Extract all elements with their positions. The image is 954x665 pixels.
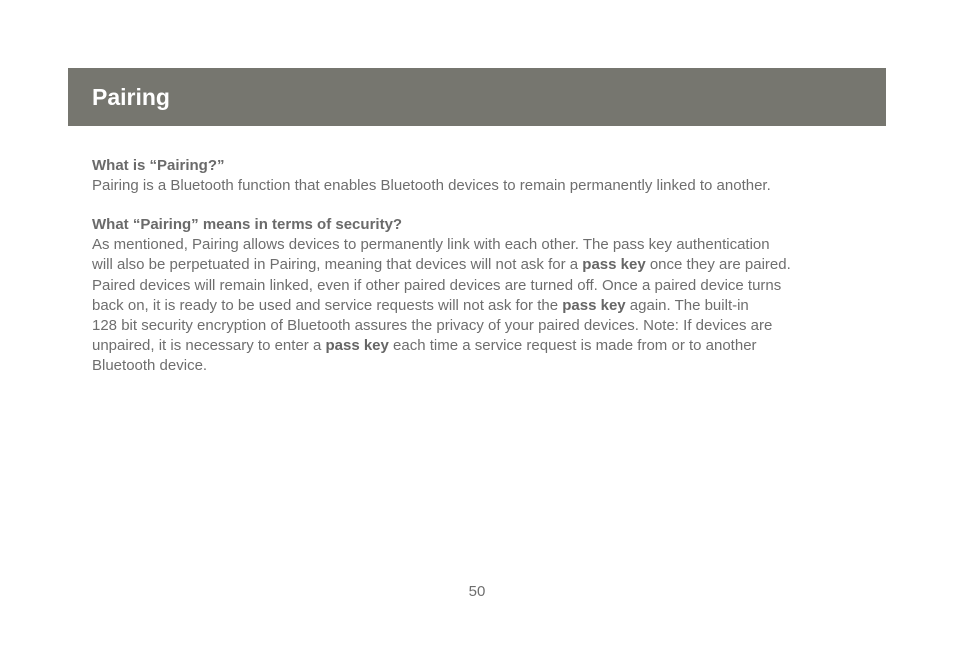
paragraph-line bbox=[92, 316, 882, 336]
paragraph-line bbox=[92, 356, 882, 376]
section-paragraph bbox=[92, 235, 882, 376]
section-pairing-security bbox=[92, 215, 882, 376]
emphasized-term: pass key bbox=[562, 296, 626, 314]
main-content bbox=[92, 156, 882, 396]
text-run: Pairing is a Bluetooth function that enables Bluetooth devices to remain permanently linked to another. bbox=[92, 177, 771, 194]
page-title: Pairing bbox=[92, 84, 170, 110]
paragraph-line bbox=[92, 276, 882, 296]
page-number: 50 bbox=[468, 583, 486, 600]
paragraph-line bbox=[92, 176, 882, 196]
text-run: Paired devices will remain linked, even if other paired devices are turned off. Once a paired device turns bbox=[92, 276, 782, 294]
text-run: As mentioned, Pairing allows devices to permanently link with each other. The pass key authentication bbox=[92, 236, 770, 254]
section-header-bar bbox=[68, 68, 886, 126]
emphasized-term: pass key bbox=[325, 337, 389, 355]
section-what-is-pairing bbox=[92, 156, 882, 196]
text-run: will also be perpetuated in Pairing, meaning that devices will not ask for a bbox=[92, 256, 583, 274]
text-run: Bluetooth device. bbox=[92, 357, 208, 375]
text-run: back on, it is ready to be used and service requests will not ask for the bbox=[92, 296, 563, 314]
text-run: 128 bit security encryption of Bluetooth assures the privacy of your paired devices. Note: If devices are bbox=[92, 317, 773, 335]
section-heading: What is “Pairing?” bbox=[92, 157, 225, 174]
paragraph-line bbox=[92, 255, 882, 275]
text-run: once they are paired. bbox=[645, 256, 791, 274]
text-run: again. The built-in bbox=[625, 296, 749, 314]
section-paragraph bbox=[92, 176, 882, 196]
text-run: unpaired, it is necessary to enter a bbox=[92, 337, 326, 355]
section-heading: What “Pairing” means in terms of security? bbox=[92, 216, 403, 234]
paragraph-line bbox=[92, 235, 882, 255]
text-run: each time a service request is made from or to another bbox=[388, 337, 757, 355]
emphasized-term: pass key bbox=[582, 256, 646, 274]
paragraph-line bbox=[92, 336, 882, 356]
paragraph-line bbox=[92, 296, 882, 316]
